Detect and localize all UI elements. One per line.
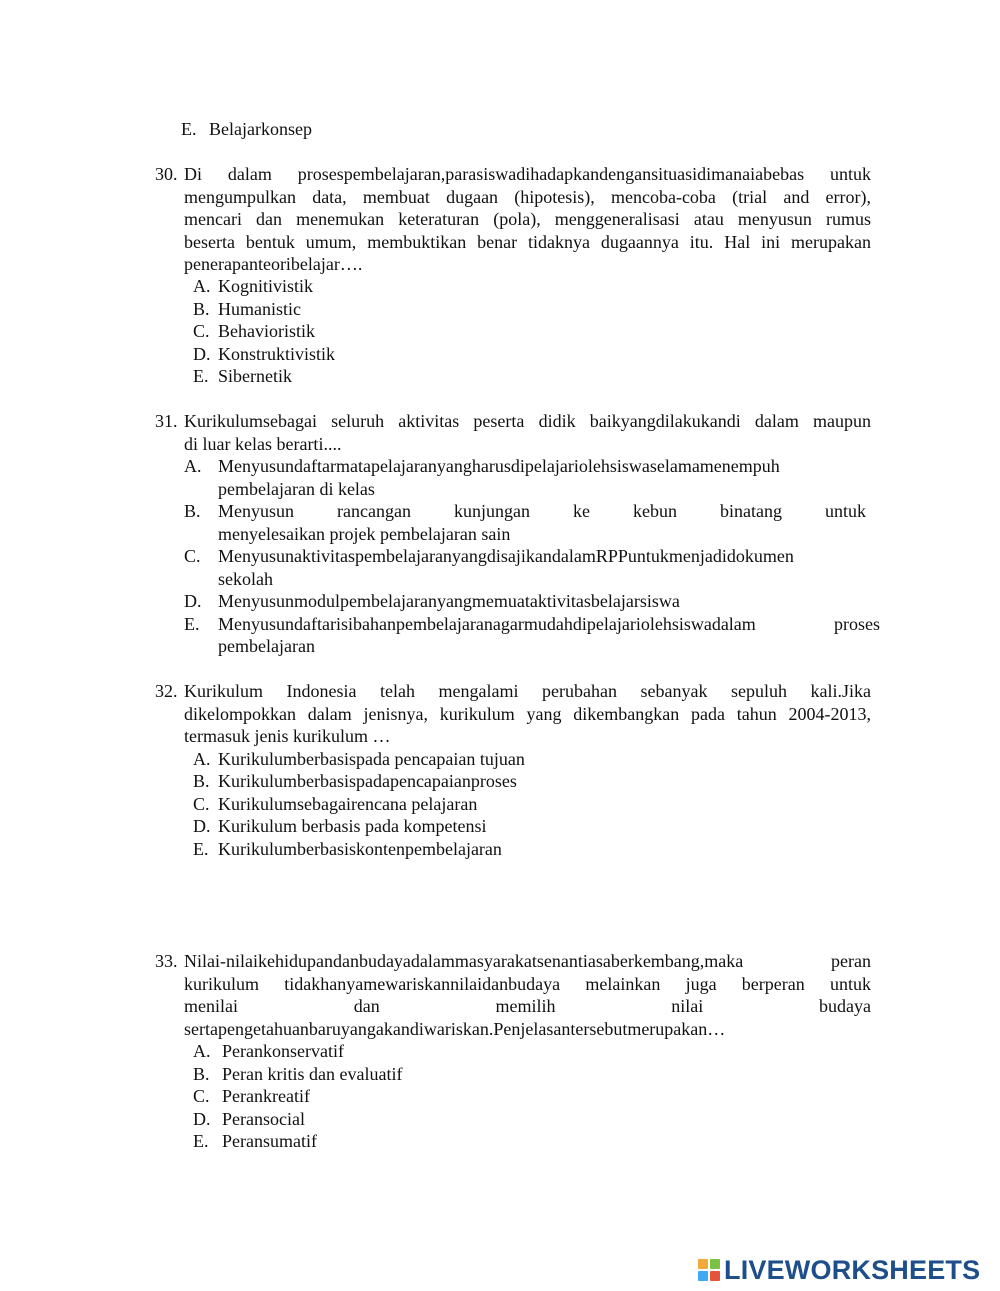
option-letter: B. xyxy=(193,771,210,791)
question-line: beserta bentuk umum, membuktikan benar tidaknya dugaannya itu. Hal ini merupakan xyxy=(184,231,871,252)
question-line: mengumpulkan data, membuat dugaan (hipotesis), mencoba-coba (trial and error), xyxy=(184,186,871,207)
option-text: Perankreatif xyxy=(222,1086,310,1106)
option-letter: D. xyxy=(193,1108,211,1129)
question-line: mencari dan menemukan keteraturan (pola), menggeneralisasi atau menyusun rumus xyxy=(184,209,871,229)
question-number: 31. xyxy=(155,411,178,431)
question-line: dikelompokkan dalam jenisnya, kurikulum yang dikembangkan pada tahun 2004-2013, xyxy=(184,703,871,724)
option-text: Belajarkonsep xyxy=(209,119,312,139)
logo-block xyxy=(710,1271,720,1281)
option-text: Kurikulumberbasiskontenpembelajaran xyxy=(218,838,502,859)
option-text: Kognitivistik xyxy=(218,276,314,296)
option-letter: B. xyxy=(184,501,201,521)
option-text: Kurikulum berbasis pada kompetensi xyxy=(218,816,487,836)
question-number: 33. xyxy=(155,951,178,971)
option-text: Menyusundaftarisibahanpembelajaranagarmudahdipelajariolehsiswadalam proses xyxy=(218,613,880,634)
option-letter: E. xyxy=(181,119,197,139)
question-line: Kurikulum Indonesia telah mengalami perubahan sebanyak sepuluh kali.Jika xyxy=(184,681,871,701)
logo-block xyxy=(698,1259,708,1269)
question-line: termasuk jenis kurikulum … xyxy=(184,726,391,746)
brand-name: LIVEWORKSHEETS xyxy=(724,1254,981,1285)
option-letter: E. xyxy=(193,366,209,386)
option-text: MenyusunaktivitaspembelajaranyangdisajikandalamRPPuntukmenjadidokumen xyxy=(218,546,794,566)
question-number: 32. xyxy=(155,681,178,701)
option-letter: C. xyxy=(184,546,201,566)
option-letter: E. xyxy=(184,613,200,634)
question-line: di luar kelas berarti.... xyxy=(184,433,342,454)
question-line: sertapengetahuanbaruyangakandiwariskan.Penjelasantersebutmerupakan… xyxy=(184,1018,726,1039)
question-line: Di dalam prosespembelajaran,parasiswadihadapkandengansituasidimanaiabebas untuk xyxy=(184,164,871,184)
option-letter: B. xyxy=(193,1063,210,1084)
option-letter: A. xyxy=(193,1041,211,1061)
question-line: kurikulum tidakhanyamewariskannilaidanbudaya melainkan juga berperan untuk xyxy=(184,973,871,994)
option-text: menyelesaikan projek pembelajaran sain xyxy=(218,523,511,544)
option-letter: D. xyxy=(193,343,211,364)
option-letter: A. xyxy=(193,748,211,769)
question-line: menilai dan memilih nilai budaya xyxy=(184,996,871,1016)
option-letter: B. xyxy=(193,298,210,319)
logo-block xyxy=(710,1259,720,1269)
option-letter: A. xyxy=(184,456,202,476)
question-line: Kurikulumsebagai seluruh aktivitas peserta didik baikyangdilakukandi dalam maupun xyxy=(184,411,871,431)
option-letter: E. xyxy=(193,1131,209,1151)
option-letter: A. xyxy=(193,276,211,296)
logo-block xyxy=(698,1271,708,1281)
option-text: pembelajaran di kelas xyxy=(218,478,375,499)
option-letter: C. xyxy=(193,793,210,814)
option-letter: C. xyxy=(193,1086,210,1106)
option-text: Kurikulumberbasispadapencapaianproses xyxy=(218,771,517,791)
option-text: Humanistic xyxy=(218,298,301,319)
option-text: Perankonservatif xyxy=(222,1041,344,1061)
option-text: Peransocial xyxy=(222,1108,305,1129)
option-text: Peran kritis dan evaluatif xyxy=(222,1063,403,1084)
option-letter: E. xyxy=(193,838,209,859)
option-text: Kurikulumsebagairencana pelajaran xyxy=(218,793,478,814)
liveworksheets-logo[interactable] xyxy=(698,1253,980,1287)
question-line: Nilai-nilaikehidupandanbudayadalammasyarakatsenantiasaberkembang,maka peran xyxy=(184,951,871,971)
option-text: Konstruktivistik xyxy=(218,343,336,364)
question-number: 30. xyxy=(155,164,178,184)
option-text: pembelajaran xyxy=(218,636,315,656)
option-text: Kurikulumberbasispada pencapaian tujuan xyxy=(218,748,525,769)
logo-blocks-icon xyxy=(698,1259,720,1281)
option-text: Peransumatif xyxy=(222,1131,317,1151)
option-text: Sibernetik xyxy=(218,366,292,386)
option-letter: D. xyxy=(184,591,202,611)
option-text: sekolah xyxy=(218,568,273,589)
question-line: penerapanteoribelajar…. xyxy=(184,254,363,274)
option-letter: C. xyxy=(193,321,210,341)
option-letter: D. xyxy=(193,816,211,836)
option-text: Menyusundaftarmatapelajaranyangharusdipelajariolehsiswaselamamenempuh xyxy=(218,456,780,476)
option-text: Menyusun rancangan kunjungan ke kebun binatang untuk xyxy=(218,501,866,521)
option-text: Behavioristik xyxy=(218,321,315,341)
option-text: Menyusunmodulpembelajaranyangmemuataktivitasbelajarsiswa xyxy=(218,591,680,611)
